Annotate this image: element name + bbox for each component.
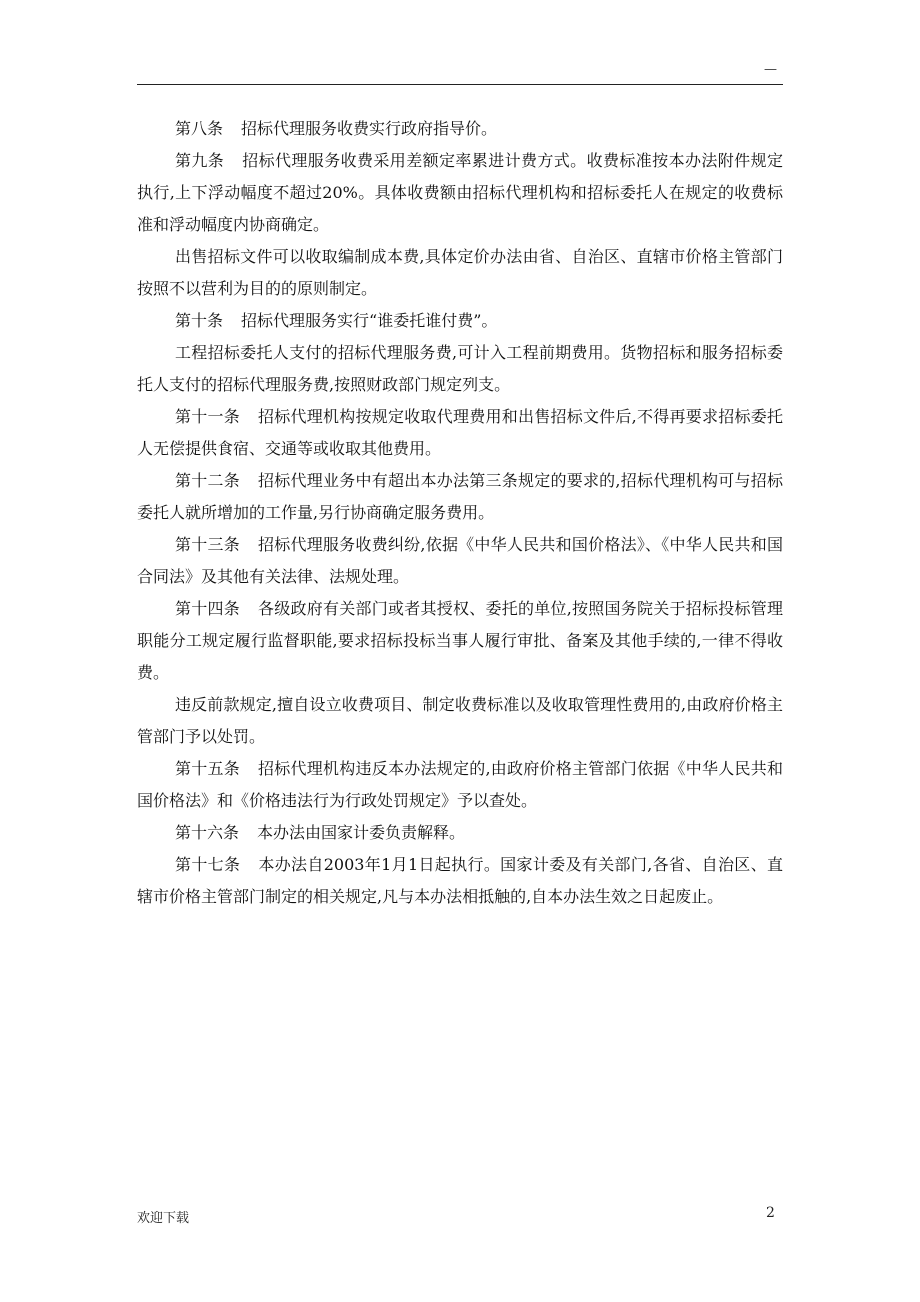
paragraph-fee-accounting xyxy=(137,337,783,401)
paragraph-text: 本办法由国家计委负责解释。 xyxy=(257,823,466,842)
paragraph-article-10 xyxy=(137,305,783,337)
article-number: 第十六条 xyxy=(175,823,240,842)
paragraph-text: 违反前款规定,擅自设立收费项目、制定收费标准以及收取管理性费用的,由政府价格主管部门予以处罚。 xyxy=(137,695,783,746)
paragraph-article-16 xyxy=(137,817,783,849)
paragraph-text: 招标代理服务实行“谁委托谁付费”。 xyxy=(241,311,498,330)
header-rule xyxy=(137,84,783,85)
article-number: 第十条 xyxy=(175,311,224,330)
article-number: 第十三条 xyxy=(175,535,240,554)
paragraph-text: 招标代理机构违反本办法规定的,由政府价格主管部门依据《中华人民共和国价格法》和《价格违法行为行政处罚规定》予以查处。 xyxy=(137,759,783,810)
footer-download-label: 欢迎下载 xyxy=(137,1211,190,1226)
article-number: 第十五条 xyxy=(175,759,240,778)
paragraph-article-8 xyxy=(137,113,783,145)
paragraph-text: 招标代理业务中有超出本办法第三条规定的要求的,招标代理机构可与招标委托人就所增加的工作量,另行协商确定服务费用。 xyxy=(137,471,783,522)
paragraph-text: 招标代理机构按规定收取代理费用和出售招标文件后,不得再要求招标委托人无偿提供食宿、交通等或收取其他费用。 xyxy=(137,407,783,458)
article-number: 第十二条 xyxy=(175,471,240,490)
paragraph-bid-document-fee xyxy=(137,241,783,305)
paragraph-text: 工程招标委托人支付的招标代理服务费,可计入工程前期费用。货物招标和服务招标委托人支付的招标代理服务费,按照财政部门规定列支。 xyxy=(137,343,783,394)
paragraph-article-12 xyxy=(137,465,783,529)
paragraph-violation-penalty xyxy=(137,689,783,753)
article-number: 第九条 xyxy=(175,151,225,170)
article-number: 第十一条 xyxy=(175,407,240,426)
paragraph-article-14 xyxy=(137,593,783,689)
paragraph-article-13 xyxy=(137,529,783,593)
paragraph-text: 各级政府有关部门或者其授权、委托的单位,按照国务院关于招标投标管理职能分工规定履行监督职能,要求招标投标当事人履行审批、备案及其他手续的,一律不得收费。 xyxy=(137,599,783,682)
page-number: 2 xyxy=(766,1205,775,1221)
paragraph-text: 招标代理服务收费采用差额定率累进计费方式。收费标准按本办法附件规定执行,上下浮动幅度不超过20%。具体收费额由招标代理机构和招标委托人在规定的收费标准和浮动幅度内协商确定。 xyxy=(137,151,783,234)
paragraph-article-9 xyxy=(137,145,783,241)
paragraph-text: 招标代理服务收费实行政府指导价。 xyxy=(241,119,498,138)
article-number: 第十七条 xyxy=(175,855,241,874)
document-body xyxy=(137,113,783,913)
paragraph-article-15 xyxy=(137,753,783,817)
paragraph-article-17 xyxy=(137,849,783,913)
article-number: 第八条 xyxy=(175,119,224,138)
paragraph-text: 招标代理服务收费纠纷,依据《中华人民共和国价格法》、《中华人民共和国合同法》及其他有关法律、法规处理。 xyxy=(137,535,783,586)
article-number: 第十四条 xyxy=(175,599,240,618)
header-mark: — xyxy=(764,62,777,77)
paragraph-text: 本办法自2003年1月1日起执行。国家计委及有关部门,各省、自治区、直辖市价格主管部门制定的相关规定,凡与本办法相抵触的,自本办法生效之日起废止。 xyxy=(137,855,783,906)
paragraph-article-11 xyxy=(137,401,783,465)
paragraph-text: 出售招标文件可以收取编制成本费,具体定价办法由省、自治区、直辖市价格主管部门按照不以营利为目的的原则制定。 xyxy=(137,247,783,298)
